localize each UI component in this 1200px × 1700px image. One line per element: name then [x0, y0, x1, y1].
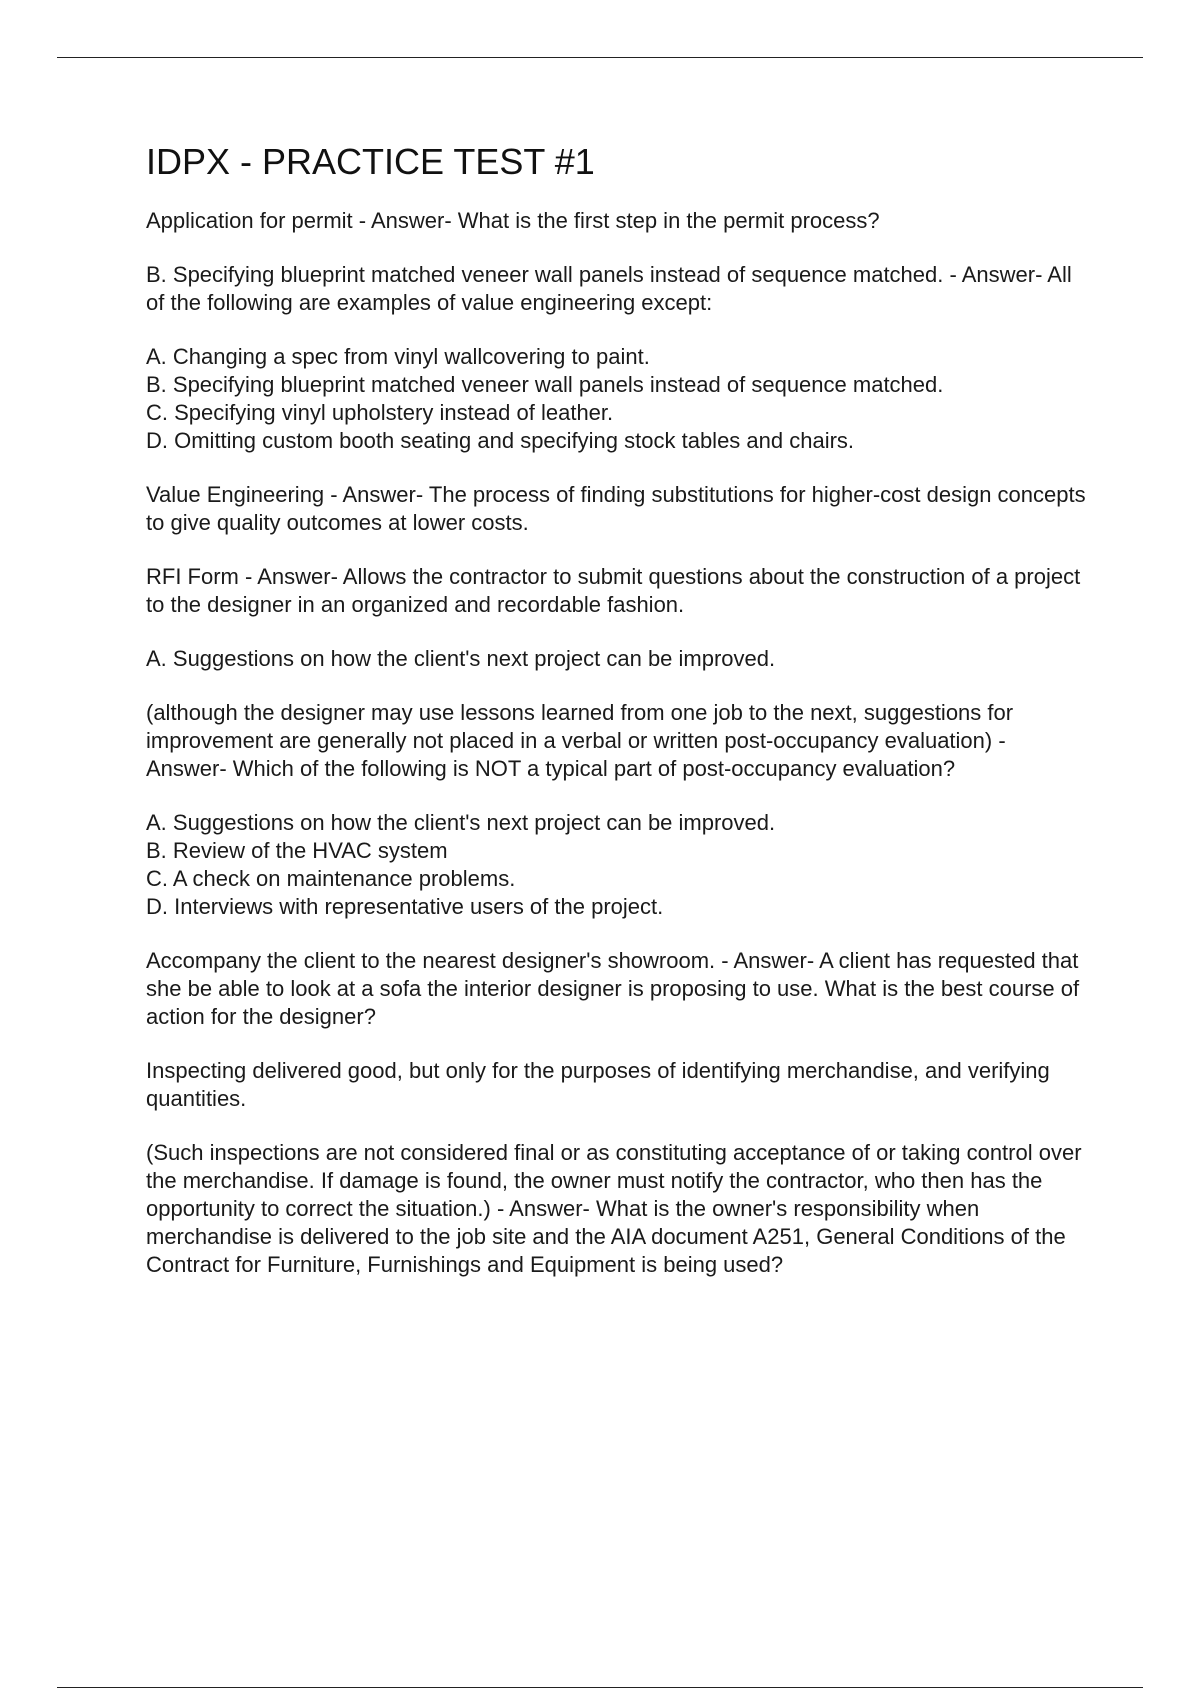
qa-inspecting-answer: Inspecting delivered good, but only for the purposes of identifying merchandise, and verifying quantities. [146, 1058, 1050, 1112]
page-title: IDPX - PRACTICE TEST #1 [146, 141, 595, 182]
options-poe [146, 809, 1086, 921]
option-d: D. Interviews with representative users of the project. [146, 894, 664, 920]
options-value-engineering [146, 343, 1086, 455]
option-a: A. Changing a spec from vinyl wallcovering to paint. [146, 344, 650, 370]
option-d: D. Omitting custom booth seating and specifying stock tables and chairs. [146, 428, 855, 454]
bottom-divider [57, 1687, 1143, 1688]
qa-rfi-form: RFI Form - Answer- Allows the contractor to submit questions about the construction of a project to the designer in an organized and recordable fashion. [146, 564, 1081, 618]
qa-value-engineering-definition: Value Engineering - Answer- The process of finding substitutions for higher-cost design concepts to give quality outcomes at lower costs. [146, 482, 1086, 536]
option-c: C. A check on maintenance problems. [146, 866, 516, 892]
option-b: B. Review of the HVAC system [146, 838, 448, 864]
top-divider [57, 57, 1143, 58]
qa-inspecting-question: (Such inspections are not considered final or as constituting acceptance of or taking control over the merchandise. If damage is found, the owner must notify the contractor, who then has the opportunity to correct the situation.) - Answer- What is the owner's responsibility when merchandise is delivered to the job site and the AIA document A251, General Conditions of the Contract for Furniture, Furnishings and Equipment is being used? [146, 1140, 1082, 1278]
option-b: B. Specifying blueprint matched veneer wall panels instead of sequence matched. [146, 372, 944, 398]
option-c: C. Specifying vinyl upholstery instead of leather. [146, 400, 614, 426]
option-a: A. Suggestions on how the client's next project can be improved. [146, 810, 776, 836]
qa-showroom: Accompany the client to the nearest designer's showroom. - Answer- A client has requested that she be able to look at a sofa the interior designer is proposing to use. What is the best course of action for the designer? [146, 948, 1080, 1030]
document-body [146, 140, 1086, 1305]
qa-poe-question: (although the designer may use lessons learned from one job to the next, suggestions for improvement are generally not placed in a verbal or written post-occupancy evaluation) - Answer- Which of the following is NOT a typical part of post-occupancy evaluation? [146, 700, 1014, 782]
qa-permit: Application for permit - Answer- What is the first step in the permit process? [146, 208, 880, 234]
qa-value-engineering-except: B. Specifying blueprint matched veneer wall panels instead of sequence matched. - Answer- All of the following are examples of value engineering except: [146, 262, 1072, 316]
qa-poe-answer: A. Suggestions on how the client's next project can be improved. [146, 646, 776, 672]
